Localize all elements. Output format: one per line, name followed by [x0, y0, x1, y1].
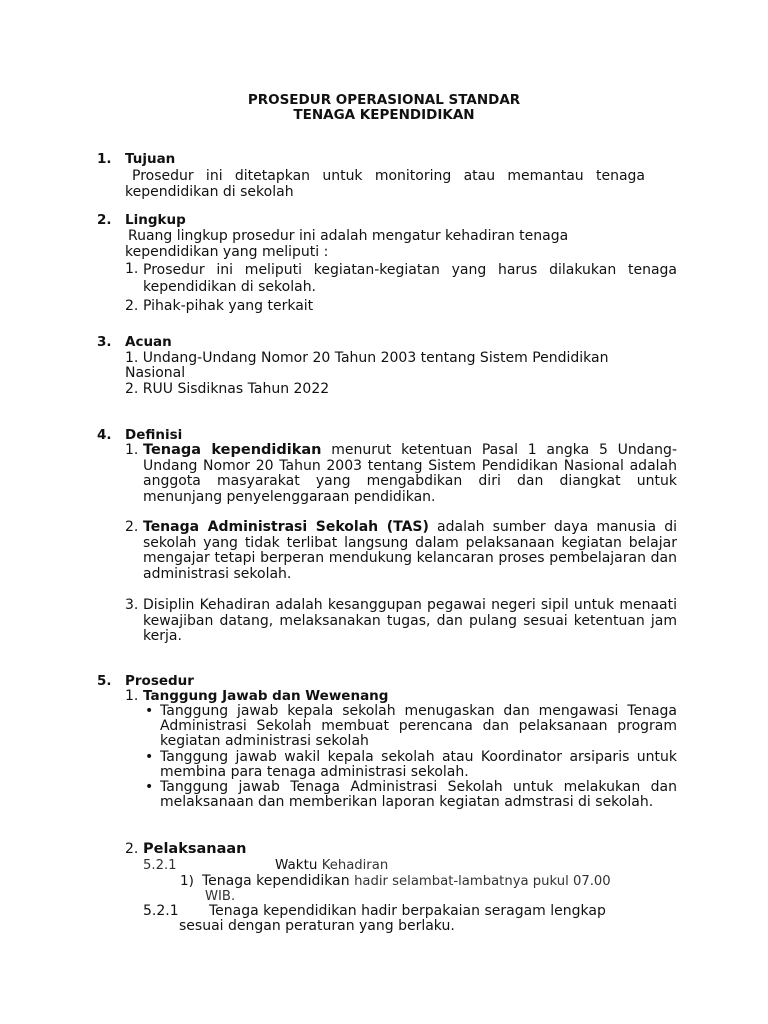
section-2-number: 2.: [97, 212, 112, 228]
pelaksanaan-item-1-c: WIB.: [205, 889, 236, 904]
section-2-item-2-text: Pihak-pihak yang terkait: [143, 298, 314, 314]
section-2-item-1-text: Prosedur ini meliputi kegiatan-kegiatan yang harus dilakukan tenaga kependidikan di sekolah.: [143, 262, 677, 295]
procedure-1-number: 1.: [125, 688, 139, 704]
definition-2-number: 2.: [125, 519, 139, 535]
definition-1-text: [143, 443, 677, 505]
pelaksanaan-item-1-a: Tenaga kependidikan: [202, 873, 350, 889]
bullet-1-text: Tanggung jawab kepala sekolah menugaskan dan mengawasi Tenaga Administrasi Sekolah membuat perencana dan pelaksanaan program kegiatan administrasi sekolah: [160, 703, 677, 749]
section-2-intro: Ruang lingkup prosedur ini adalah mengatur kehadiran tenaga kependidikan yang meliputi :: [125, 228, 569, 260]
definition-1-body: menurut ketentuan Pasal 1 angka 5 Undang-Undang Nomor 20 Tahun 2003 tentang Sistem Pendidikan Nasional adalah anggota masyarakat yang mengabdikan diri dan diangkat untuk menunjang penyelenggaraan pendidikan.: [143, 442, 677, 505]
bullet-2-text: Tanggung jawab wakil kepala sekolah atau Koordinator arsiparis untuk membina para tenaga administrasi sekolah.: [160, 749, 677, 780]
bullet-1-marker: •: [145, 703, 154, 719]
definition-2-body: adalah sumber daya manusia di sekolah yang tidak terlibat langsung dalam pelaksanaan kegiatan belajar mengajar tetapi berperan mendukung kelancaran proses pembelajaran dan administrasi sekolah.: [143, 519, 678, 582]
bullet-2-marker: •: [145, 749, 154, 765]
definition-1-number: 1.: [125, 442, 139, 458]
section-1-text: Prosedur ini ditetapkan untuk monitoring atau memantau tenaga kependidikan di sekolah: [125, 168, 645, 200]
section-1-heading: Tujuan: [125, 151, 176, 167]
subsection-521-label: [275, 858, 388, 874]
definition-1-term: Tenaga kependidikan: [143, 442, 322, 458]
document-title-line1: PROSEDUR OPERASIONAL STANDAR: [247, 92, 521, 108]
definition-2-term: Tenaga Administrasi Sekolah (TAS): [143, 519, 429, 535]
subsection-521-label-b: Kehadiran: [321, 858, 389, 873]
subsection-521-label-a: Waktu: [275, 857, 318, 873]
procedure-1-title: Tanggung Jawab dan Wewenang: [143, 688, 389, 704]
subsection-521-number: 5.2.1: [143, 858, 177, 873]
section-3-item-1: 1. Undang-Undang Nomor 20 Tahun 2003 tentang Sistem Pendidikan Nasional: [125, 350, 609, 381]
section-5-heading: Prosedur: [125, 673, 194, 689]
section-3-number: 3.: [97, 334, 112, 350]
document-title-line2: TENAGA KEPENDIDIKAN: [293, 107, 475, 123]
procedure-2-number: 2.: [125, 841, 139, 857]
section-2-heading: Lingkup: [125, 212, 186, 228]
section-4-heading: Definisi: [125, 427, 183, 443]
section-2-item-2-number: 2.: [125, 298, 139, 314]
definition-2-text: [143, 520, 677, 582]
pelaksanaan-item-1-number: 1): [180, 873, 194, 889]
subsection-521b-number: 5.2.1: [143, 903, 179, 919]
bullet-3-marker: •: [145, 779, 154, 795]
section-1-number: 1.: [97, 151, 112, 167]
section-2-item-1-number: 1.: [125, 261, 139, 277]
definition-3-text: Disiplin Kehadiran adalah kesanggupan pegawai negeri sipil untuk menaati kewajiban datang, melaksanakan tugas, dan pulang sesuai ketentuan jam kerja.: [143, 597, 677, 644]
pelaksanaan-item-1-b: hadir selambat-lambatnya pukul 07.00: [354, 874, 611, 889]
procedure-2-title: Pelaksanaan: [143, 841, 247, 857]
section-4-number: 4.: [97, 427, 112, 443]
subsection-521b-text: Tenaga kependidikan hadir berpakaian seragam lengkap: [209, 903, 606, 919]
section-5-number: 5.: [97, 673, 112, 689]
section-3-item-2: 2. RUU Sisdiknas Tahun 2022: [125, 381, 330, 397]
definition-3-number: 3.: [125, 597, 139, 613]
section-3-heading: Acuan: [125, 334, 172, 350]
pelaksanaan-item-1-text: [202, 874, 611, 890]
bullet-3-text: Tanggung jawab Tenaga Administrasi Sekolah untuk melakukan dan melaksanaan dan memberikan laporan kegiatan admstrasi di sekolah.: [160, 779, 677, 810]
subsection-521b-text-2: sesuai dengan peraturan yang berlaku.: [179, 918, 455, 934]
